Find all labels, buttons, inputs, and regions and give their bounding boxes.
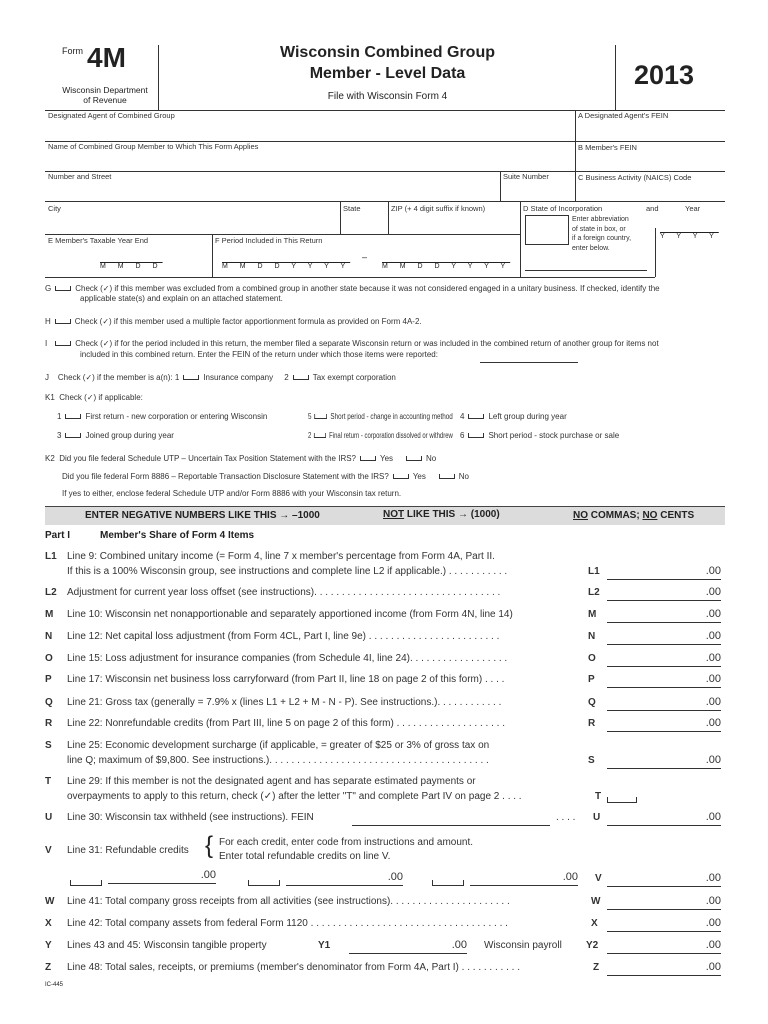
naics-input[interactable] bbox=[577, 182, 724, 200]
line-description: Line 22: Nonrefundable credits (from Part III, line 5 on page 2 of this form) . . . . . . . . . . . . . . . . . . . . bbox=[67, 718, 505, 729]
utp-no-checkbox[interactable] bbox=[406, 456, 422, 461]
period-dash: – bbox=[362, 252, 368, 262]
line-t-ref: T bbox=[595, 791, 602, 802]
line-letter: L1 bbox=[45, 551, 57, 562]
line-ref: W bbox=[591, 896, 601, 907]
city-input[interactable] bbox=[46, 213, 338, 233]
line-letter: S bbox=[45, 740, 52, 751]
form-subtitle: File with Wisconsin Form 4 bbox=[327, 91, 448, 102]
credit-amount-1[interactable]: .00 bbox=[108, 869, 216, 884]
form-word: Form bbox=[62, 46, 83, 56]
agent-fein-label: A Designated Agent's FEIN bbox=[578, 111, 669, 120]
credit-code-1[interactable] bbox=[70, 880, 102, 886]
form-title-line-2: Member - Level Data bbox=[309, 65, 466, 82]
check-h: H Check (✓) if this member used a multiple factor apportionment formula as provided on Form 4A-2. bbox=[45, 317, 422, 326]
line-letter: W bbox=[45, 896, 55, 907]
line-ref: O bbox=[588, 653, 596, 664]
banner-negative-example: ENTER NEGATIVE NUMBERS LIKE THIS → –1000 bbox=[85, 510, 320, 521]
k1-checkbox[interactable] bbox=[315, 414, 328, 419]
line-u-dots: . . . . bbox=[556, 812, 576, 823]
check-k2-8886: Did you file federal Form 8886 – Reportable Transaction Disclosure Statement with the IRS? Yes No bbox=[62, 472, 470, 481]
city-label: City bbox=[48, 204, 61, 213]
line-amount-l2[interactable]: .00 bbox=[607, 586, 721, 601]
line-amount-s[interactable]: .00 bbox=[607, 754, 721, 769]
department-name bbox=[52, 85, 158, 105]
period-label: F Period Included in This Return bbox=[215, 236, 323, 245]
line-description: line Q; maximum of $9,800. See instructions.). . . . . . . . . . . . . . . . . . . . . . . . . . . . . . . . . . . . . . . . bbox=[67, 755, 489, 766]
check-g-text-2: applicable state(s) and explain on an attached statement. bbox=[80, 294, 283, 303]
line-letter: X bbox=[45, 918, 52, 929]
line-v-text: Line 31: Refundable credits bbox=[67, 845, 189, 856]
negative-numbers-banner bbox=[45, 506, 725, 525]
check-i: I Check (✓) if for the period included in this return, the member filed a separate Wisconsin return or was included in the combined return of another group for items not bbox=[45, 339, 659, 348]
state-label: State bbox=[343, 204, 361, 213]
member-name-input[interactable] bbox=[46, 152, 573, 170]
line-letter: O bbox=[45, 653, 53, 664]
line-description: Line 42: Total company assets from federal Form 1120 . . . . . . . . . . . . . . . . . . . . . . . . . . . . . . . . . . . . bbox=[67, 918, 508, 929]
naics-label: C Business Activity (NAICS) Code bbox=[578, 173, 692, 182]
credit-code-2[interactable] bbox=[248, 880, 280, 886]
k1-option: 4 Left group during year bbox=[460, 412, 567, 421]
member-name-label: Name of Combined Group Member to Which This Form Applies bbox=[48, 142, 259, 151]
check-k2-utp: K2 Did you file federal Schedule UTP – Uncertain Tax Position Statement with the IRS? Yes No bbox=[45, 454, 437, 463]
suite-label: Suite Number bbox=[503, 172, 549, 181]
y2-amount[interactable]: .00 bbox=[607, 939, 721, 954]
banner-no-commas: NO COMMAS; NO CENTS bbox=[573, 510, 695, 521]
line-amount-m[interactable]: .00 bbox=[607, 608, 721, 623]
part-1-title: Member's Share of Form 4 Items bbox=[100, 530, 255, 541]
year-label: Year bbox=[685, 204, 701, 213]
y1-label: Y1 bbox=[318, 940, 331, 951]
form-title-line-1: Wisconsin Combined Group bbox=[280, 44, 495, 61]
line-y-text: Lines 43 and 45: Wisconsin tangible property bbox=[67, 940, 267, 951]
check-k1: K1 Check (✓) if applicable: bbox=[45, 393, 143, 402]
incorporation-year-input[interactable]: Y Y Y Y bbox=[660, 233, 719, 240]
k1-checkbox[interactable] bbox=[468, 414, 484, 419]
k2-note: If yes to either, enclose federal Schedule UTP and/or Form 8886 with your Wisconsin tax return. bbox=[62, 489, 402, 498]
line-ref: Q bbox=[588, 697, 596, 708]
line-ref: R bbox=[588, 718, 596, 729]
taxable-year-end-label: E Member's Taxable Year End bbox=[48, 236, 149, 245]
line-description: Line 25: Economic development surcharge (if applicable, = greater of $25 or 3% of gross tax on bbox=[67, 740, 490, 751]
state-of-incorporation-label: D State of Incorporation bbox=[523, 204, 603, 213]
line-description: Line 15: Loss adjustment for insurance companies (from Schedule 4I, line 24). . . . . . . . . . . . . . . . . . bbox=[67, 653, 508, 664]
state-input[interactable] bbox=[342, 213, 386, 233]
k1-checkbox[interactable] bbox=[65, 414, 81, 419]
agent-fein-input[interactable] bbox=[577, 121, 724, 140]
period-end-input[interactable]: M M D D Y Y Y Y bbox=[382, 263, 511, 270]
line-description: If this is a 100% Wisconsin group, see instructions and complete line L2 if applicable.) . . . . . . . . . . . bbox=[67, 566, 508, 577]
line-z-ref: Z bbox=[593, 962, 600, 973]
line-amount-x[interactable]: .00 bbox=[607, 917, 721, 932]
k1-option: 5 Short period - change in accounting method bbox=[308, 412, 453, 421]
line-ref: X bbox=[591, 918, 598, 929]
k1-option: 6 Short period - stock purchase or sale bbox=[460, 431, 620, 440]
street-label: Number and Street bbox=[48, 172, 112, 181]
line-letter: Q bbox=[45, 697, 53, 708]
line-description: Line 21: Gross tax (generally = 7.9% x (lines L1 + L2 + M - N - P). See instructions.). . . . . . . . . . . . bbox=[67, 697, 502, 708]
foreign-country-note: Enter abbreviation of state in box, or if a foreign country, enter below. bbox=[572, 216, 632, 252]
line-z-amount[interactable]: .00 bbox=[607, 961, 721, 976]
utp-yes-checkbox[interactable] bbox=[360, 456, 376, 461]
k1-checkbox[interactable] bbox=[65, 433, 81, 438]
line-amount-l1[interactable]: .00 bbox=[607, 565, 721, 580]
taxable-year-end-input[interactable]: M M D D bbox=[100, 263, 163, 270]
tax-exempt-checkbox[interactable] bbox=[293, 375, 309, 380]
withholding-fein-input[interactable] bbox=[352, 813, 550, 826]
line-z-letter: Z bbox=[45, 962, 52, 973]
tax-year: 2013 bbox=[634, 60, 695, 90]
line-ref: M bbox=[588, 609, 597, 620]
banner-not-example: NOT LIKE THIS → (1000) bbox=[383, 509, 500, 520]
check-g-box[interactable] bbox=[55, 286, 71, 291]
dept-line-2: of Revenue bbox=[83, 95, 127, 105]
zip-input[interactable] bbox=[390, 213, 518, 233]
y2-label: Y2 bbox=[586, 940, 599, 951]
line-description: Line 41: Total company gross receipts from all activities (see instructions). . . . . . . . . . . . . . . . . . . . . . bbox=[67, 896, 510, 907]
line-u-text: Line 30: Wisconsin tax withheld (see instructions). FEIN bbox=[67, 812, 314, 823]
line-v-note-1: For each credit, enter code from instructions and amount. bbox=[219, 837, 474, 848]
designated-agent-label: Designated Agent of Combined Group bbox=[48, 111, 175, 120]
form-number: 4M bbox=[87, 42, 126, 73]
zip-label: ZIP (+ 4 digit suffix if known) bbox=[391, 204, 486, 213]
line-y-letter: Y bbox=[45, 940, 52, 951]
line-amount-p[interactable]: .00 bbox=[607, 673, 721, 688]
foreign-country-input[interactable] bbox=[525, 258, 647, 271]
line-letter: P bbox=[45, 674, 52, 685]
check-i-box[interactable] bbox=[55, 341, 71, 346]
line-v-note-2: Enter total refundable credits on line V. bbox=[219, 851, 391, 862]
credit-code-3[interactable] bbox=[432, 880, 464, 886]
check-j: J Check (✓) if the member is a(n): 1 Insurance company 2 Tax exempt corporation bbox=[45, 373, 396, 382]
check-h-box[interactable] bbox=[55, 319, 71, 324]
member-fein-label: B Member's FEIN bbox=[578, 143, 637, 152]
street-input[interactable] bbox=[46, 182, 498, 200]
insurance-company-checkbox[interactable] bbox=[183, 375, 199, 380]
line-amount-q[interactable]: .00 bbox=[607, 696, 721, 711]
line-amount-r[interactable]: .00 bbox=[607, 717, 721, 732]
line-letter: N bbox=[45, 631, 53, 642]
designated-agent-input[interactable] bbox=[46, 121, 573, 140]
line-description: Line 17: Wisconsin net business loss carryforward (from Part II, line 18 on page 2 of this form) . . . . bbox=[67, 674, 505, 685]
form8886-no-checkbox[interactable] bbox=[439, 474, 455, 479]
line-v-ref: V bbox=[595, 873, 602, 884]
check-i-text-2: included in this combined return. Enter the FEIN of the return under which those items were reported: bbox=[80, 350, 438, 359]
line-description: Line 9: Combined unitary income (= Form 4, line 7 x member's percentage from Form 4A, Part II. bbox=[67, 551, 495, 562]
line-letter: R bbox=[45, 718, 53, 729]
k1-option: 1 First return - new corporation or entering Wisconsin bbox=[57, 412, 268, 421]
line-description: Line 12: Net capital loss adjustment (from Form 4CL, Part I, line 9e) . . . . . . . . . . . . . . . . . . . . . . . . bbox=[67, 631, 500, 642]
credit-amount-3[interactable]: .00 bbox=[470, 871, 578, 886]
k1-option: 2 Final return - corporation dissolved or withdrew bbox=[308, 431, 453, 440]
y1-amount[interactable]: .00 bbox=[349, 939, 467, 954]
line-u-letter: U bbox=[45, 812, 53, 823]
suite-input[interactable] bbox=[502, 182, 574, 200]
line-description: Line 10: Wisconsin net nonapportionable and separately apportioned income (from Form 4N, line 14) bbox=[67, 609, 513, 620]
wisconsin-payroll-label: Wisconsin payroll bbox=[484, 940, 562, 951]
line-u-amount[interactable]: .00 bbox=[607, 811, 721, 826]
line-ref: S bbox=[588, 755, 595, 766]
k1-checkbox[interactable] bbox=[314, 433, 326, 438]
member-fein-input[interactable] bbox=[577, 152, 724, 170]
line-v-letter: V bbox=[45, 845, 52, 856]
line-v-amount[interactable]: .00 bbox=[607, 872, 721, 887]
part-1-label: Part I bbox=[45, 530, 71, 541]
line-ref: N bbox=[588, 631, 596, 642]
dept-line-1: Wisconsin Department bbox=[62, 85, 148, 95]
line-t-text-1: Line 29: If this member is not the designated agent and has separate estimated payments or bbox=[67, 776, 476, 787]
k1-checkbox[interactable] bbox=[468, 433, 484, 438]
brace: { bbox=[205, 832, 214, 859]
state-abbreviation-box[interactable] bbox=[525, 215, 569, 245]
line-ref: L2 bbox=[588, 587, 600, 598]
period-start-input[interactable]: M M D D Y Y Y Y bbox=[222, 263, 351, 270]
form8886-yes-checkbox[interactable] bbox=[393, 474, 409, 479]
credit-amount-2[interactable]: .00 bbox=[286, 871, 403, 886]
line-z-text: Line 48: Total sales, receipts, or premiums (member's denominator from Form 4A, Part I) . . . . . . . . . . . bbox=[67, 962, 520, 973]
check-g: G Check (✓) if this member was excluded from a combined group in another state because it was not considered engaged in a unitary business. If checked, identify the bbox=[45, 284, 660, 293]
line-t-text-2: overpayments to apply to this return, check (✓) after the letter "T" and complete Part IV on page 2 . . . . bbox=[67, 791, 522, 802]
line-amount-n[interactable]: .00 bbox=[607, 630, 721, 645]
line-letter: M bbox=[45, 609, 54, 620]
line-u-ref: U bbox=[593, 812, 601, 823]
line-letter: L2 bbox=[45, 587, 57, 598]
k1-option: 3 Joined group during year bbox=[57, 431, 174, 440]
line-amount-o[interactable]: .00 bbox=[607, 652, 721, 667]
form-code: IC-445 bbox=[45, 982, 64, 988]
line-ref: P bbox=[588, 674, 595, 685]
line-amount-w[interactable]: .00 bbox=[607, 895, 721, 910]
and-label: and bbox=[646, 204, 659, 213]
line-t-letter: T bbox=[45, 776, 52, 787]
line-description: Adjustment for current year loss offset (see instructions). . . . . . . . . . . . . . . . . . . . . . . . . . . . . . . . . . bbox=[67, 587, 501, 598]
line-t-checkbox[interactable] bbox=[607, 797, 637, 803]
line-ref: L1 bbox=[588, 566, 600, 577]
other-return-fein-input[interactable] bbox=[480, 350, 578, 363]
